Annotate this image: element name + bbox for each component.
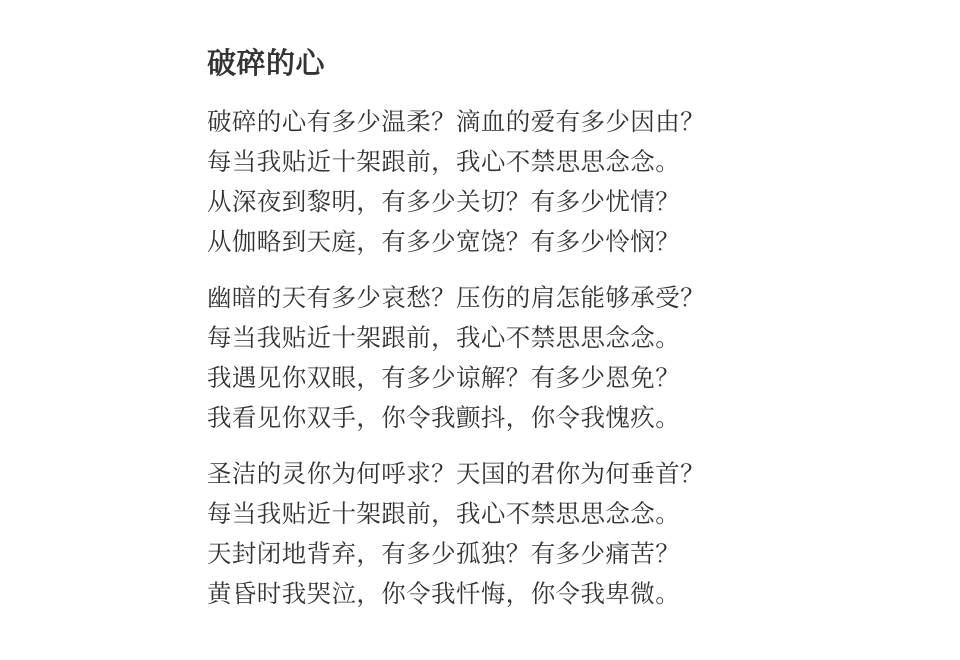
- poem-line: 幽暗的天有多少哀愁？压伤的肩怎能够承受？: [207, 283, 705, 312]
- poem-line: 每当我贴近十架跟前，我心不禁思思念念。: [207, 499, 681, 528]
- poem-line: 天封闭地背弃，有多少孤独？有多少痛苦？: [207, 539, 681, 568]
- poem-line: 我看见你双手，你令我颤抖，你令我愧疚。: [207, 403, 681, 432]
- poem-line: 破碎的心有多少温柔？滴血的爱有多少因由？: [207, 107, 705, 136]
- poem-line: 每当我贴近十架跟前，我心不禁思思念念。: [207, 323, 681, 352]
- poem-line: 黄昏时我哭泣，你令我忏悔，你令我卑微。: [207, 579, 681, 608]
- poem-line: 我遇见你双眼，有多少谅解？有多少恩免？: [207, 363, 681, 392]
- poem: [207, 42, 907, 630]
- stanza-1: [207, 102, 907, 262]
- poem-title: 破碎的心: [207, 46, 326, 80]
- stanza-2: [207, 278, 907, 438]
- poem-line: 圣洁的灵你为何呼求？天国的君你为何垂首？: [207, 459, 705, 488]
- poem-line: 从伽略到天庭，有多少宽饶？有多少怜悯？: [207, 227, 681, 256]
- poem-line: 每当我贴近十架跟前，我心不禁思思念念。: [207, 147, 681, 176]
- poem-line: 从深夜到黎明，有多少关切？有多少忧情？: [207, 187, 681, 216]
- stanza-3: [207, 454, 907, 614]
